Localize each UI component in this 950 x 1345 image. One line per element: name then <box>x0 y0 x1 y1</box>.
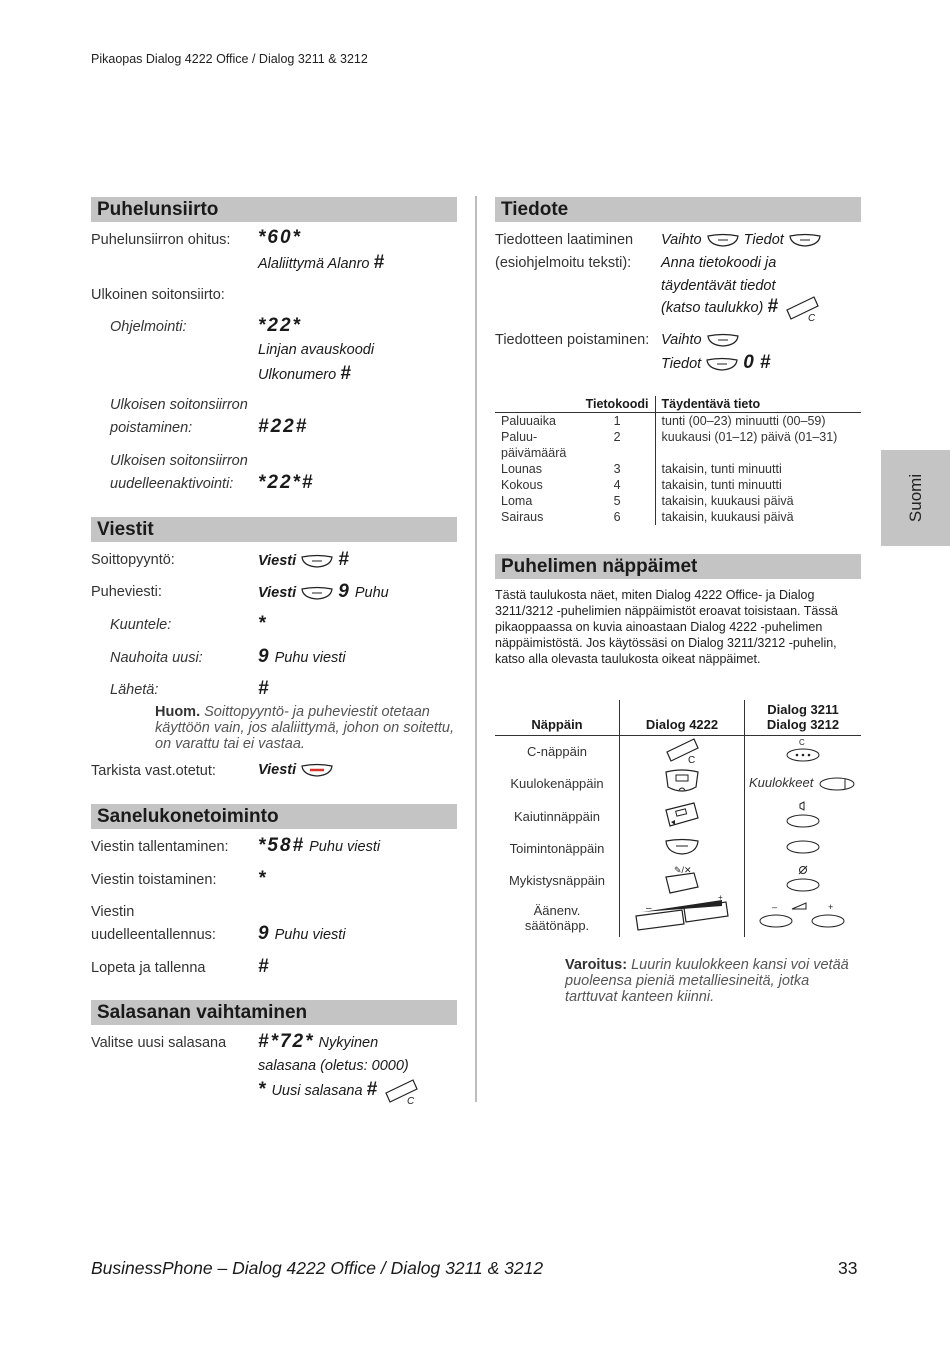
code-toisto: * <box>258 868 268 889</box>
svg-text:–: – <box>646 903 652 914</box>
value-puhe: Viesti 9 Puhu <box>258 581 389 602</box>
value-tiedote-poist-2: Tiedot 0 # <box>661 352 773 373</box>
label-tarkista: Tarkista vast.otetut: <box>91 763 216 779</box>
key-comparison-table <box>495 700 861 937</box>
svg-text:C: C <box>799 738 805 747</box>
column-divider <box>475 196 477 1102</box>
nappaimet-intro: Tästä taulukosta näet, miten Dialog 4222 Office- ja Dialog 3211/3212 -puhelimien näppäimistöt eroavat toisistaan. Tässä pikaoppaassa on kuvia ainoastaan Dialog 4222 -puhelimen näppäimistöstä. Jos käytössäsi on Dialog 3211/3212 -puhelin, katso alla olevasta taulukosta oikeat näppäimet. <box>495 588 838 666</box>
table-cell: takaisin, tunti minuutti <box>661 462 782 476</box>
table-row <box>495 461 861 477</box>
c-key-icon <box>383 1077 419 1105</box>
table-row <box>495 863 861 898</box>
table-cell: tunti (00–23) minuutti (00–59) <box>661 414 826 428</box>
value-nauhoita: 9 Puhu viesti <box>258 646 346 667</box>
value-soitto: Viesti # <box>258 549 351 570</box>
table-header <box>495 396 580 413</box>
table-cell: takaisin, kuukausi päivä <box>661 494 794 508</box>
function-key-icon <box>300 586 334 600</box>
table-row <box>495 800 861 833</box>
table-cell: Kokous <box>501 478 543 492</box>
language-tab-label: Suomi <box>905 473 925 523</box>
svg-text:✎/✕: ✎/✕ <box>674 865 692 875</box>
label-ohjelmointi: Ohjelmointi: <box>110 319 187 335</box>
label-uudel-1: Ulkoisen soitonsiirron <box>110 453 248 469</box>
table-cell: Äänenv. säätönäpp. <box>524 902 590 933</box>
value-tiedote-poist-1: Vaihto <box>661 329 740 352</box>
label-laat-1: Tiedotteen laatiminen <box>495 232 634 248</box>
label-poist-1: Ulkoisen soitonsiirron <box>110 397 248 413</box>
table-cell: Kuulokenäppäin <box>510 776 604 791</box>
info-code-table <box>495 396 861 525</box>
table-header: Dialog 4222 <box>620 700 745 736</box>
table-cell: 5 <box>580 493 655 509</box>
table-header: Tietokoodi <box>580 396 655 413</box>
c-key-icon <box>784 294 820 322</box>
function-key-icon <box>705 357 739 371</box>
table-cell: 3 <box>580 461 655 477</box>
value-salasana-3: * Uusi salasana # C <box>258 1077 419 1105</box>
language-tab <box>881 450 950 546</box>
value-uudel-s: 9 Puhu viesti <box>258 923 346 944</box>
value-tarkista: Viesti <box>258 759 334 782</box>
table-cell: Loma <box>501 494 533 508</box>
table-cell: Paluu- päivämäärä <box>501 430 567 460</box>
table-row <box>495 736 861 768</box>
table-cell: C-näppäin <box>527 744 587 759</box>
label-uudel-s1: Viestin <box>91 904 135 920</box>
page-number: 33 <box>838 1258 858 1278</box>
table-cell: takaisin, tunti minuutti <box>661 478 782 492</box>
volume-key-3211-icon <box>745 898 862 937</box>
label-ulkoinen: Ulkoinen soitonsiirto: <box>91 287 225 303</box>
headset-key-3211 <box>745 767 862 800</box>
label-laheta: Lähetä: <box>110 682 159 698</box>
table-row <box>495 413 861 430</box>
section-title-viestit: Viestit <box>91 517 457 542</box>
text-ohjelmointi-2: Ulkonumero # <box>258 363 353 384</box>
function-key-icon <box>300 554 334 568</box>
value-laat-1: Vaihto Tiedot <box>661 229 822 252</box>
table-row <box>495 833 861 863</box>
svg-text:C: C <box>688 755 696 766</box>
code-ohjelmointi: *22* <box>258 315 302 336</box>
label-lopeta: Lopeta ja tallenna <box>91 960 206 976</box>
speaker-key-3211-icon <box>745 800 862 833</box>
code-ohitus: *60* <box>258 227 302 248</box>
table-cell: Lounas <box>501 462 543 476</box>
note-huom: Huom. Soittopyyntö- ja puheviestit otetaan käyttöön vain, jos alaliittymä, johon on soitettu, on varattu tai ei vastaa. <box>155 704 455 752</box>
label-uudel-2: uudelleenaktivointi: <box>110 476 234 492</box>
svg-text:+: + <box>718 893 723 902</box>
value-laat-4: (katso taulukko) # C <box>661 294 820 322</box>
page-header: Pikaopas Dialog 4222 Office / Dialog 3211 & 3212 <box>91 52 368 66</box>
kuulokkeet-label: Kuulokkeet <box>749 775 814 791</box>
table-cell: Toimintonäppäin <box>509 840 605 856</box>
footer-title: BusinessPhone – Dialog 4222 Office / Dialog 3211 & 3212 <box>91 1258 544 1278</box>
headset-key-icon <box>620 767 745 800</box>
function-key-icon <box>706 333 740 347</box>
section-title-sanelu: Sanelukonetoiminto <box>91 804 457 829</box>
label-soitto: Soittopyyntö: <box>91 552 175 568</box>
table-header: Dialog 3211 Dialog 3212 <box>745 700 862 736</box>
label-poist-2: poistaminen: <box>110 420 193 436</box>
function-key-icon <box>706 233 740 247</box>
table-cell: 6 <box>580 509 655 525</box>
table-row <box>495 477 861 493</box>
label-tiedote-poist: Tiedotteen poistaminen: <box>495 332 650 348</box>
function-key-icon <box>788 233 822 247</box>
text-ohitus: Alaliittymä Alanro # <box>258 252 387 273</box>
section-title-tiedote: Tiedote <box>495 197 861 222</box>
table-cell: Paluuaika <box>501 414 556 428</box>
svg-text:+: + <box>828 902 834 912</box>
section-title-salasana: Salasanan vaihtaminen <box>91 1000 457 1025</box>
table-row <box>495 898 861 937</box>
value-salasana-1: #*72* Nykyinen <box>258 1031 379 1052</box>
label-kuuntele: Kuuntele: <box>110 617 172 633</box>
table-cell: kuukausi (01–12) päivä (01–31) <box>661 430 838 444</box>
label-puhe: Puheviesti: <box>91 584 162 600</box>
label-nauhoita: Nauhoita uusi: <box>110 650 203 666</box>
value-tallent: *58# Puhu viesti <box>258 835 381 856</box>
section-title-nappaimet: Puhelimen näppäimet <box>495 554 861 579</box>
value-salasana-2: salasana (oletus: 0000) <box>258 1058 409 1074</box>
table-row <box>495 509 861 525</box>
table-row <box>495 429 861 461</box>
label-ohitus: Puhelunsiirron ohitus: <box>91 232 231 248</box>
message-key-icon <box>300 763 334 777</box>
table-header: Täydentävä tieto <box>655 396 861 413</box>
label-uudel-s2: uudelleentallennus: <box>91 927 216 943</box>
table-cell: takaisin, kuukausi päivä <box>661 510 794 524</box>
code-poist: #22# <box>258 416 309 437</box>
table-cell: Kaiutinnäppäin <box>513 809 601 824</box>
table-cell: 1 <box>580 413 655 430</box>
speaker-key-icon <box>620 800 745 833</box>
function-key-icon <box>620 833 745 863</box>
volume-key-icon <box>620 893 745 937</box>
text-ohjelmointi-1: Linjan avauskoodi <box>258 342 375 358</box>
section-title-puhelunsiirto: Puhelunsiirto <box>91 197 457 222</box>
table-row <box>495 767 861 800</box>
value-laat-2: Anna tietokoodi ja <box>661 255 777 271</box>
table-row <box>495 493 861 509</box>
code-uudel: *22*# <box>258 472 315 493</box>
mute-key-3211-icon <box>745 863 862 898</box>
label-laat-2: (esiohjelmoitu teksti): <box>495 255 632 271</box>
c-key-icon <box>620 736 745 768</box>
table-cell: 4 <box>580 477 655 493</box>
label-toisto: Viestin toistaminen: <box>91 872 217 888</box>
code-lopeta: # <box>258 956 271 977</box>
svg-text:C: C <box>407 1096 415 1107</box>
svg-text:C: C <box>808 313 816 324</box>
mute-key-icon <box>620 863 745 898</box>
note-varoitus: Varoitus: Luurin kuulokkeen kansi voi vetää puoleensa pieniä metalliesineitä, jotka tarttuvat kanteen kiinni. <box>565 957 849 1005</box>
label-tallent: Viestin tallentaminen: <box>91 839 229 855</box>
code-laheta: # <box>258 678 271 699</box>
svg-text:–: – <box>772 902 778 912</box>
table-cell: 2 <box>580 429 655 461</box>
oval-key-icon <box>817 776 857 792</box>
table-cell: Mykistysnäppäin <box>508 873 606 888</box>
function-key-3211-icon <box>745 833 862 863</box>
label-salasana: Valitse uusi salasana <box>91 1035 227 1051</box>
code-kuuntele: * <box>258 613 268 634</box>
table-header: Näppäin <box>495 700 620 736</box>
value-laat-3: täydentävät tiedot <box>661 278 776 294</box>
table-cell: Sairaus <box>501 510 544 524</box>
c-key-3211-icon <box>745 736 862 768</box>
